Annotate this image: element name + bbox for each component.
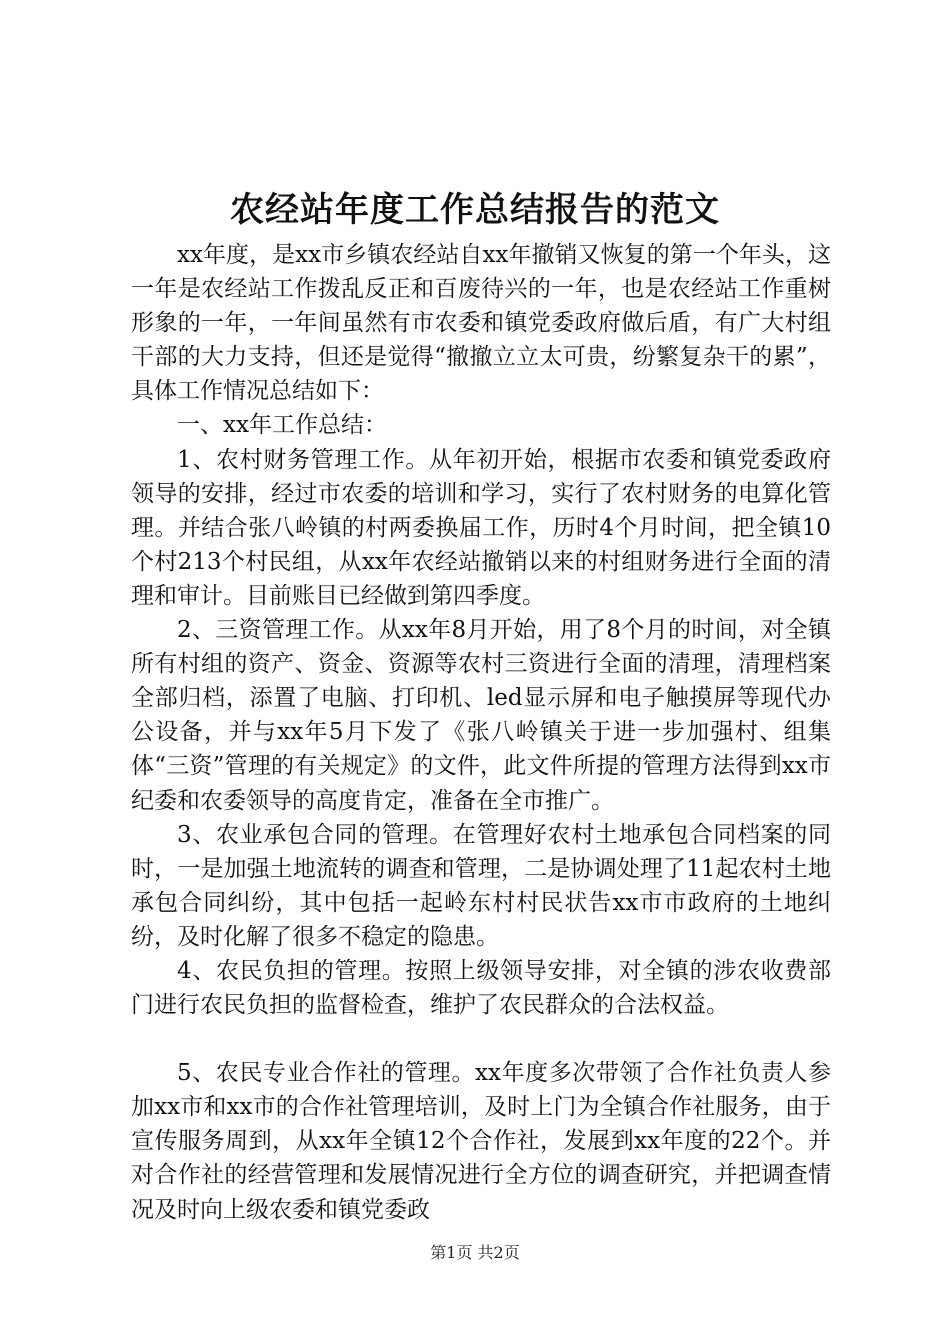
document-title: 农经站年度工作总结报告的范文 xyxy=(230,190,720,230)
page-footer: 第1页 共2页 xyxy=(430,1243,520,1262)
paragraph-farmer-burden: 4、农民负担的管理。按照上级领导安排，对全镇的涉农收费部门进行农民负担的监督检查，维护了农民群众的合法权益。 xyxy=(131,957,831,1019)
paragraph-cooperatives: 5、农民专业合作社的管理。xx年度多次带领了合作社负责人参加xx市和xx市的合作社管理培训，及时上门为全镇合作社服务，由于宣传服务周到，从xx年全镇12个合作社，发展到xx年度的22个。并对合作社的经营管理和发展情况进行全方位的调查研究，并把调查情况及时向上级农委和镇党委政 xyxy=(131,1060,831,1223)
section-heading: 一、xx年工作总结： xyxy=(177,412,387,439)
paragraph-intro: xx年度，是xx市乡镇农经站自xx年撤销又恢复的第一个年头，这一年是农经站工作拨乱反正和百废待兴的一年，也是农经站工作重树形象的一年，一年间虽然有市农委和镇党委政府做后盾，有广大村组干部的大力支持，但还是觉得“撤撤立立太可贵，纷繁复杂干的累”，具体工作情况总结如下： xyxy=(131,242,831,405)
paragraph-finance: 1、农村财务管理工作。从年初开始，根据市农委和镇党委政府领导的安排，经过市农委的培训和学习，实行了农村财务的电算化管理。并结合张八岭镇的村两委换届工作，历时4个月时间，把全镇10个村213个村民组，从xx年农经站撤销以来的村组财务进行全面的清理和审计。目前账目已经做到第四季度。 xyxy=(131,446,831,609)
paragraph-three-assets: 2、三资管理工作。从xx年8月开始，用了8个月的时间，对全镇所有村组的资产、资金、资源等农村三资进行全面的清理，清理档案全部归档，添置了电脑、打印机、led显示屏和电子触摸屏等现代办公设备，并与xx年5月下发了《张八岭镇关于进一步加强村、组集体“三资”管理的有关规定》的文件，此文件所提的管理方法得到xx市纪委和农委领导的高度肯定，准备在全市推广。 xyxy=(131,617,831,814)
paragraph-contracts: 3、农业承包合同的管理。在管理好农村土地承包合同档案的同时，一是加强土地流转的调查和管理，二是协调处理了11起农村土地承包合同纠纷，其中包括一起岭东村村民状告xx市市政府的土地纠纷，及时化解了很多不稳定的隐患。 xyxy=(131,821,831,950)
document-body xyxy=(131,238,831,1227)
